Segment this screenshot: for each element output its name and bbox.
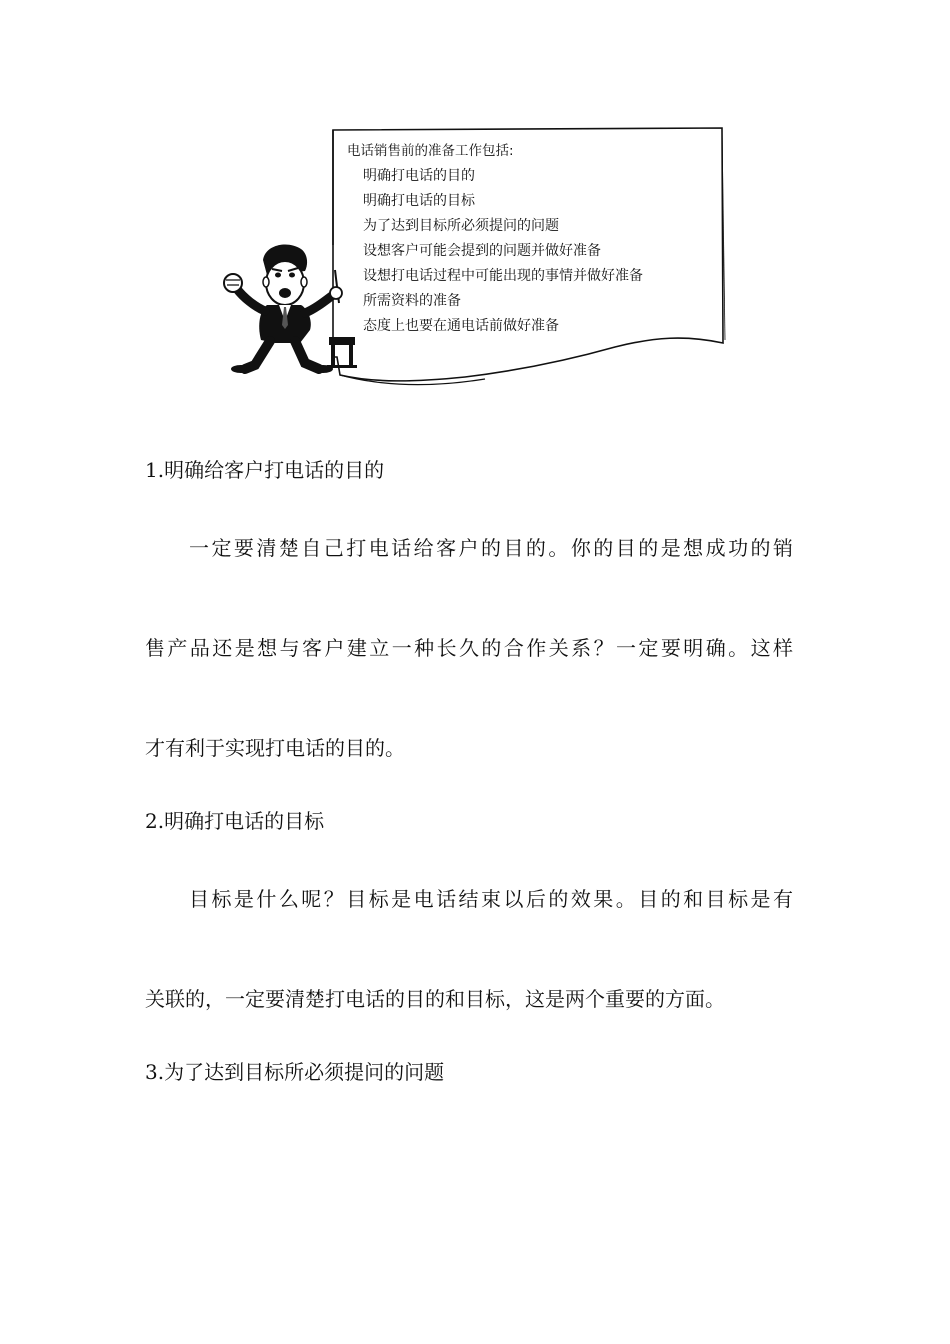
paragraph-line: 关联的，一定要清楚打电话的目的和目标，这是两个重要的方面。 xyxy=(145,987,725,1011)
note-item: 为了达到目标所必须提问的问题 xyxy=(363,218,559,234)
note-text xyxy=(347,139,717,339)
note-item: 明确打电话的目标 xyxy=(363,193,475,209)
note-item: 所需资料的准备 xyxy=(363,293,461,309)
note-item: 设想客户可能会提到的问题并做好准备 xyxy=(363,243,601,259)
paragraph-line: 一定要清楚自己打电话给客户的目的。你的目的是想成功的销 xyxy=(189,536,793,560)
section-heading-3: 3.为了达到目标所必须提问的问题 xyxy=(145,1060,445,1084)
paragraph-line: 才有利于实现打电话的目的。 xyxy=(145,736,405,760)
note-title: 电话销售前的准备工作包括: xyxy=(347,143,514,159)
paragraph-line: 目标是什么呢？目标是电话结束以后的效果。目的和目标是有 xyxy=(189,887,793,911)
paragraph-line: 售产品还是想与客户建立一种长久的合作关系？一定要明确。这样 xyxy=(145,636,793,660)
note-item: 设想打电话过程中可能出现的事情并做好准备 xyxy=(363,268,643,284)
note-item: 明确打电话的目的 xyxy=(363,168,475,184)
salesman-figure xyxy=(224,245,342,373)
note-item: 态度上也要在通电话前做好准备 xyxy=(363,318,559,334)
illustration xyxy=(215,125,730,400)
section-heading-2: 2.明确打电话的目标 xyxy=(145,809,325,833)
section-heading-1: 1.明确给客户打电话的目的 xyxy=(145,458,385,482)
